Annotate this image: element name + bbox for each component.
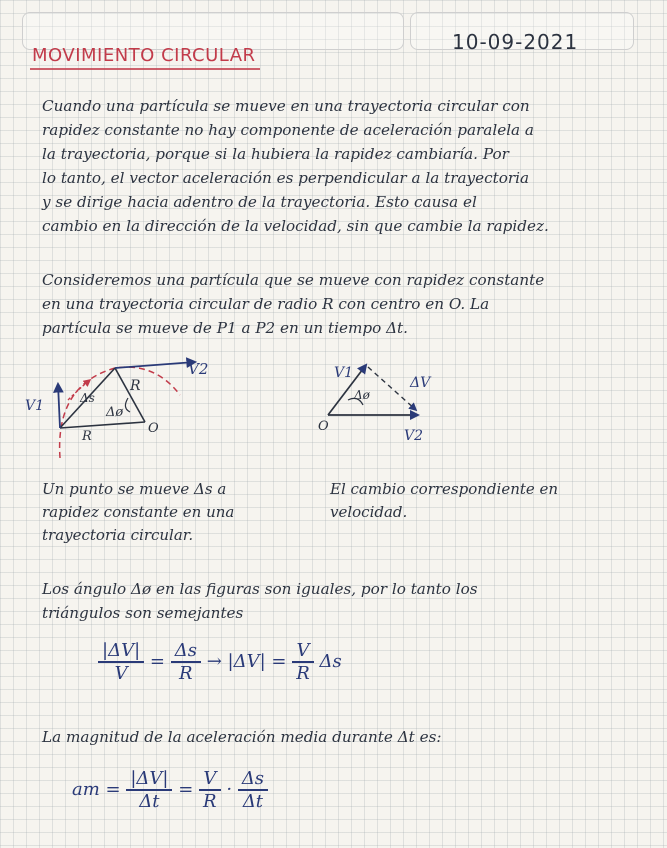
- vector-dv: [368, 367, 416, 410]
- text-line: lo tanto, el vector aceleración es perpendicular a la trayectoria: [42, 169, 530, 187]
- equation-lhs: am =: [72, 779, 121, 800]
- label-v2-tri: V2: [404, 428, 424, 444]
- numerator: |ΔV|: [98, 640, 144, 663]
- numerator: Δs: [171, 640, 201, 663]
- fraction: [292, 640, 314, 684]
- caption-figure1: [42, 478, 302, 547]
- caption-line: trayectoria circular.: [42, 526, 194, 544]
- paragraph-setup: [42, 268, 642, 340]
- numerator: V: [292, 640, 314, 663]
- figure-velocity-triangle: [318, 355, 468, 450]
- equation-lhs: |ΔV| =: [227, 651, 287, 672]
- angle-arc: [125, 398, 130, 412]
- label-v1: V1: [25, 398, 45, 414]
- label-r2: R: [82, 429, 92, 444]
- label-v1-tri: V1: [334, 365, 354, 381]
- paragraph-angles: [42, 577, 642, 625]
- equals-sign: =: [178, 779, 194, 800]
- denominator: V: [114, 663, 128, 684]
- fraction: [171, 640, 201, 684]
- denominator: Δt: [242, 791, 264, 812]
- text-line: partícula se mueve de P1 a P2 en un tiempo Δt.: [42, 319, 408, 337]
- text-line: Los ángulo Δø en las figuras son iguales, por lo tanto los: [42, 580, 478, 598]
- page-title: MOVIMIENTO CIRCULAR: [32, 45, 256, 66]
- equation-tail: Δs: [319, 651, 342, 672]
- equation-average-acceleration: [72, 768, 268, 812]
- label-angle: Δø: [106, 405, 124, 420]
- label-o: O: [148, 421, 159, 436]
- text-line: y se dirige hacia adentro de la trayectoria. Esto causa el: [42, 193, 477, 211]
- text-line: cambio en la dirección de la velocidad, sin que cambie la rapidez.: [42, 217, 549, 235]
- implies-arrow: →: [206, 651, 222, 672]
- text-line: Cuando una partícula se mueve en una trayectoria circular con: [42, 97, 530, 115]
- text-line: Consideremos una partícula que se mueve con rapidez constante: [42, 271, 545, 289]
- fraction: [126, 768, 172, 812]
- numerator: V: [199, 768, 221, 791]
- label-o-tri: O: [318, 419, 329, 434]
- label-angle-tri: Δø: [354, 388, 370, 402]
- caption-line: El cambio correspondiente en: [330, 480, 559, 498]
- text-line: en una trayectoria circular de radio R con centro en O. La: [42, 295, 490, 313]
- text-line: la trayectoria, porque si la hubiera la rapidez cambiaría. Por: [42, 145, 509, 163]
- vector-v1: [58, 384, 60, 428]
- fraction: [98, 640, 144, 684]
- equation-similarity: [98, 640, 342, 684]
- caption-line: rapidez constante en una: [42, 503, 235, 521]
- denominator: R: [203, 791, 217, 812]
- denominator: R: [296, 663, 310, 684]
- page-date: 10-09-2021: [452, 30, 579, 54]
- text-line: rapidez constante no hay componente de aceleración paralela a: [42, 121, 534, 139]
- fraction: [199, 768, 221, 812]
- caption-line: Un punto se mueve Δs a: [42, 480, 227, 498]
- caption-line: velocidad.: [330, 503, 408, 521]
- numerator: Δs: [238, 768, 268, 791]
- figure-circular-path: [20, 350, 250, 460]
- radius-bottom: [60, 422, 145, 428]
- label-r: R: [130, 378, 141, 394]
- numerator: |ΔV|: [126, 768, 172, 791]
- title-underline: [30, 68, 260, 70]
- label-v2: V2: [188, 360, 209, 378]
- vector-v2: [115, 362, 195, 368]
- multiply-dot: ·: [226, 779, 233, 800]
- equals-sign: =: [149, 651, 165, 672]
- label-ds: Δs: [80, 391, 95, 405]
- denominator: Δt: [139, 791, 160, 812]
- text-line: triángulos son semejantes: [42, 604, 244, 622]
- label-dv: ΔV: [410, 375, 431, 391]
- denominator: R: [179, 663, 193, 684]
- text-line: La magnitud de la aceleración media durante Δt es:: [42, 728, 442, 746]
- caption-figure2: [330, 478, 630, 524]
- fraction: [238, 768, 268, 812]
- paragraph-acceleration: [42, 725, 642, 749]
- paragraph-intro: [42, 94, 642, 238]
